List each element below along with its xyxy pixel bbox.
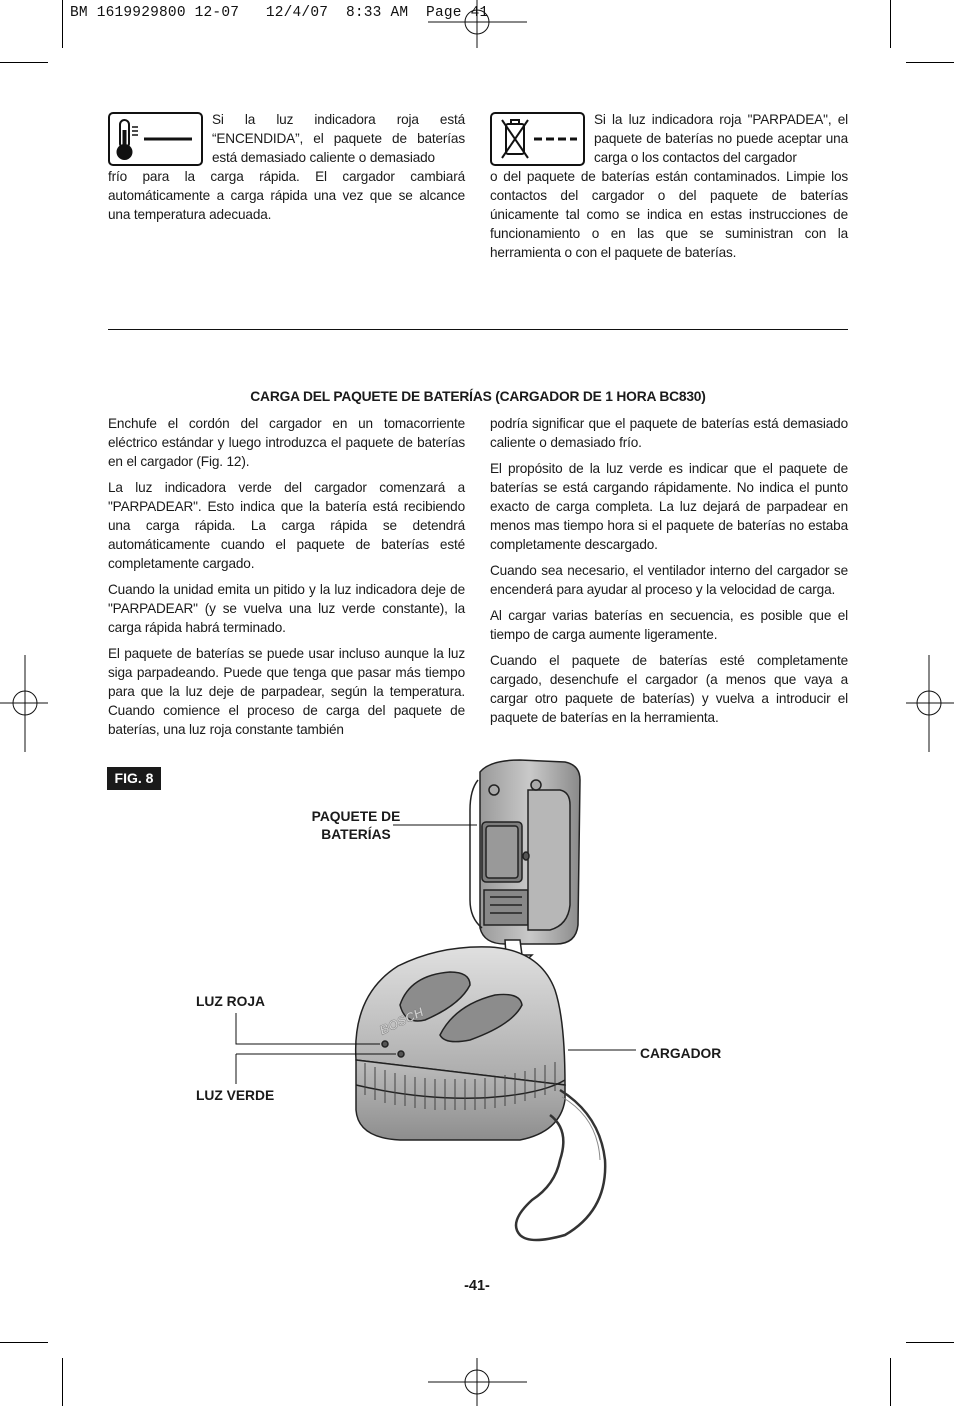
right-paragraph: podría significar que el paquete de baterías está demasiado caliente o demasiado frío. bbox=[490, 416, 848, 450]
print-slug: BM 1619929800 12-07 12/4/07 8:33 AM Page 41 bbox=[70, 5, 489, 21]
charger-callout: CARGADOR bbox=[640, 1046, 722, 1061]
right-paragraph: El propósito de la luz verde es indicar que el paquete de baterías se está cargando rápidamente. No indica el punto exacto de carga completa. La luz dejará de parpadear en menos mas tiempo hora si el paquete de baterías no estaba completamente descargado. bbox=[490, 461, 848, 552]
figure-label: FIG. 8 bbox=[107, 767, 161, 790]
page-number: -41- bbox=[464, 1278, 490, 1294]
top-left-full-text: frío para la carga rápida. El cargador cambiará automáticamente a carga rápida una vez que se alcance una temperatura adecuada. bbox=[108, 169, 465, 222]
charger-body bbox=[356, 947, 606, 1240]
left-paragraph: Enchufe el cordón del cargador en un tomacorriente eléctrico estándar y luego introduzca el paquete de baterías en el cargador (Fig. 12). bbox=[108, 416, 465, 469]
section-heading: CARGA DEL PAQUETE DE BATERÍAS (CARGADOR DE 1 HORA BC830) bbox=[250, 389, 706, 404]
green-light-callout: LUZ VERDE bbox=[196, 1088, 275, 1103]
top-right-side-text: Si la luz indicadora roja "PARPADEA", el paquete de baterías no puede aceptar una carga o los contactos del cargador bbox=[594, 112, 848, 165]
battery-callout-line2: BATERÍAS bbox=[321, 827, 391, 842]
right-paragraph: Cuando sea necesario, el ventilador interno del cargador se encenderá para ayudar al proceso y la velocidad de carga. bbox=[490, 563, 848, 597]
battery-pack-callout bbox=[300, 808, 412, 844]
top-right-full-text: o del paquete de baterías están contaminados. Limpie los contactos del cargador o del paquete de baterías únicamente tal como se indica en estas instrucciones de funcionamiento o en las que se suministran con la herramienta o con el paquete de baterías. bbox=[490, 169, 848, 260]
left-paragraph: Cuando la unidad emita un pitido y la luz indicadora deje de "PARPADEAR" (y se vuelva una luz verde constante), la carga rápida habrá terminado. bbox=[108, 582, 465, 635]
battery-callout-line1: PAQUETE DE bbox=[311, 809, 401, 824]
battery-pack bbox=[470, 760, 580, 944]
red-light-callout: LUZ ROJA bbox=[196, 994, 265, 1009]
brand-logo: BOSCH bbox=[376, 1004, 426, 1038]
right-paragraph: Al cargar varias baterías en secuencia, es posible que el tiempo de carga aumente ligeramente. bbox=[490, 608, 848, 642]
left-paragraph: El paquete de baterías se puede usar incluso aunque la luz siga parpadeando. Puede que tenga que pasar más tiempo para que la luz deje de parpadear, según la temperatura. Cuando comience el proceso de carga del paquete de baterías, una luz roja constante también bbox=[108, 646, 465, 737]
left-paragraph: La luz indicadora verde del cargador comenzará a "PARPADEAR". Esto indica que la batería está recibiendo una carga rápida. La carga rápida se detendrá automáticamente cuando el paquete de baterías esté completamente cargado. bbox=[108, 480, 465, 571]
right-paragraph: Cuando el paquete de baterías esté completamente cargado, desenchufe el cargador (a menos que vaya a cargar otro paquete de baterías) y vuelva a introducir el paquete de baterías en la herramienta. bbox=[490, 653, 848, 725]
top-left-side-text: Si la luz indicadora roja está “ENCENDIDA”, el paquete de baterías está demasiado caliente o demasiado bbox=[212, 112, 465, 165]
